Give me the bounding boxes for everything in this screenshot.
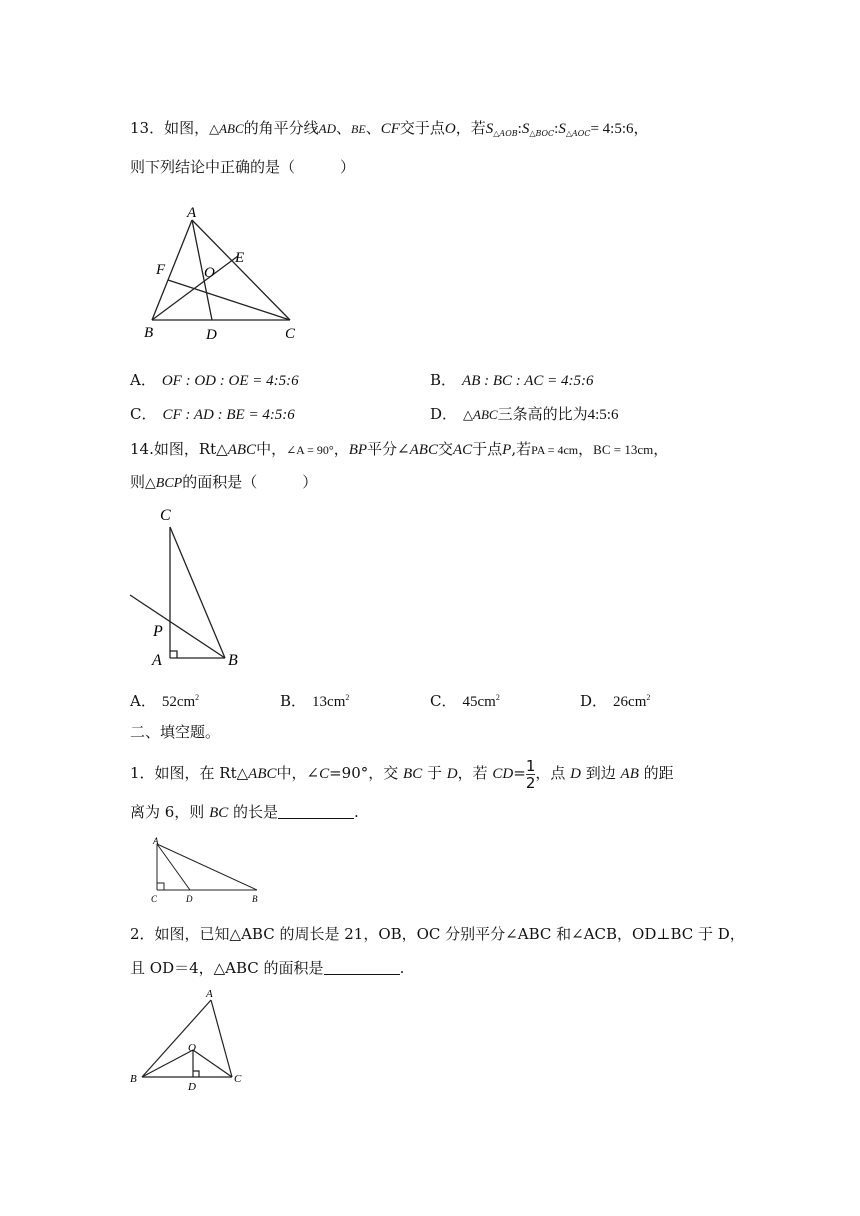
f2-label-a: A — [206, 988, 213, 1000]
q13-label-b: B — [144, 325, 154, 341]
q14-label-c: C — [160, 507, 171, 524]
q13-triangle-figure — [140, 200, 310, 345]
q13-label-c: C — [285, 326, 296, 342]
f2-label-c: C — [234, 1073, 242, 1085]
q14-label-b: B — [228, 652, 238, 669]
q14-option-a: A． $52cm^2$ — [130, 692, 200, 710]
q14-option-d: D． $26cm^2$ — [580, 692, 651, 710]
q13-label-f: F — [156, 262, 166, 278]
q13-option-c: C． CF : AD : BE = 4:5:6 — [130, 405, 295, 423]
f2-label-b: B — [130, 1073, 137, 1085]
f1-label-c: C — [151, 894, 158, 904]
f1-label-b: B — [252, 894, 258, 904]
q13-label-a: A — [187, 205, 197, 221]
q14-stem-line1: 14.如图，Rt△ABC中，∠A = 90°，BP平分∠ABC交AC于点P,若PA = 4cm，BC = 13cm， — [130, 440, 669, 458]
q13-option-a: A． OF : OD : OE = 4:5:6 — [130, 371, 299, 389]
f1-stem-line1: 1．如图，在 Rt△ABC中，∠C=90°，交 BC 于 D，若 CD= $\frac{1}{2}$ ，点 D 到边 AB 的距 — [130, 757, 674, 792]
q14-stem-line2: 则△BCP的面积是（ ） — [130, 473, 318, 491]
q13-label-d: D — [206, 327, 217, 343]
f1-stem-line2: 离为 6，则 BC 的长是 . — [130, 803, 359, 821]
q14-label-p: P — [153, 623, 163, 640]
q13-option-b: B． AB : BC : AC = 4:5:6 — [430, 371, 594, 389]
f2-label-o: O — [188, 1042, 196, 1054]
q13-stem-line2: 则下列结论中正确的是（ ） — [130, 158, 356, 176]
f2-stem-line1: 2．如图，已知△ABC 的周长是 21，OB，OC 分别平分∠ABC 和∠ACB，OD⊥BC 于 D， — [130, 925, 745, 943]
answer-blank[interactable] — [324, 960, 400, 975]
q13-label-e: E — [235, 250, 245, 266]
q14-option-c: C． $45cm^2$ — [430, 692, 500, 710]
q14-label-a: A — [152, 652, 162, 669]
f2-triangle-figure — [128, 985, 253, 1095]
fraction-one-half: $\frac{1}{2}$ — [525, 757, 536, 792]
answer-blank[interactable] — [278, 804, 354, 819]
section-title: 二、填空题。 — [130, 723, 221, 741]
f1-label-d: D — [186, 894, 193, 904]
q13-stem-line1: 13．如图，△ABC的角平分线AD、BE、CF交于点O，若$S_{\triangle AOB}:S_{\triangle BOC}:S_{\triangle AOC}=$ 4:5:6， — [130, 119, 649, 138]
q14-right-triangle-figure — [128, 505, 258, 670]
f1-right-triangle-figure — [145, 836, 270, 906]
f2-label-d: D — [188, 1081, 196, 1093]
f2-stem-line2: 且 OD＝4，△ABC 的面积是 . — [130, 959, 405, 977]
q13-option-d: D． △ABC三条高的比为4:5:6 — [430, 405, 619, 423]
f1-label-a: A — [153, 836, 159, 846]
q14-option-b: B． $13cm^2$ — [280, 692, 350, 710]
q13-label-o: O — [204, 265, 215, 281]
